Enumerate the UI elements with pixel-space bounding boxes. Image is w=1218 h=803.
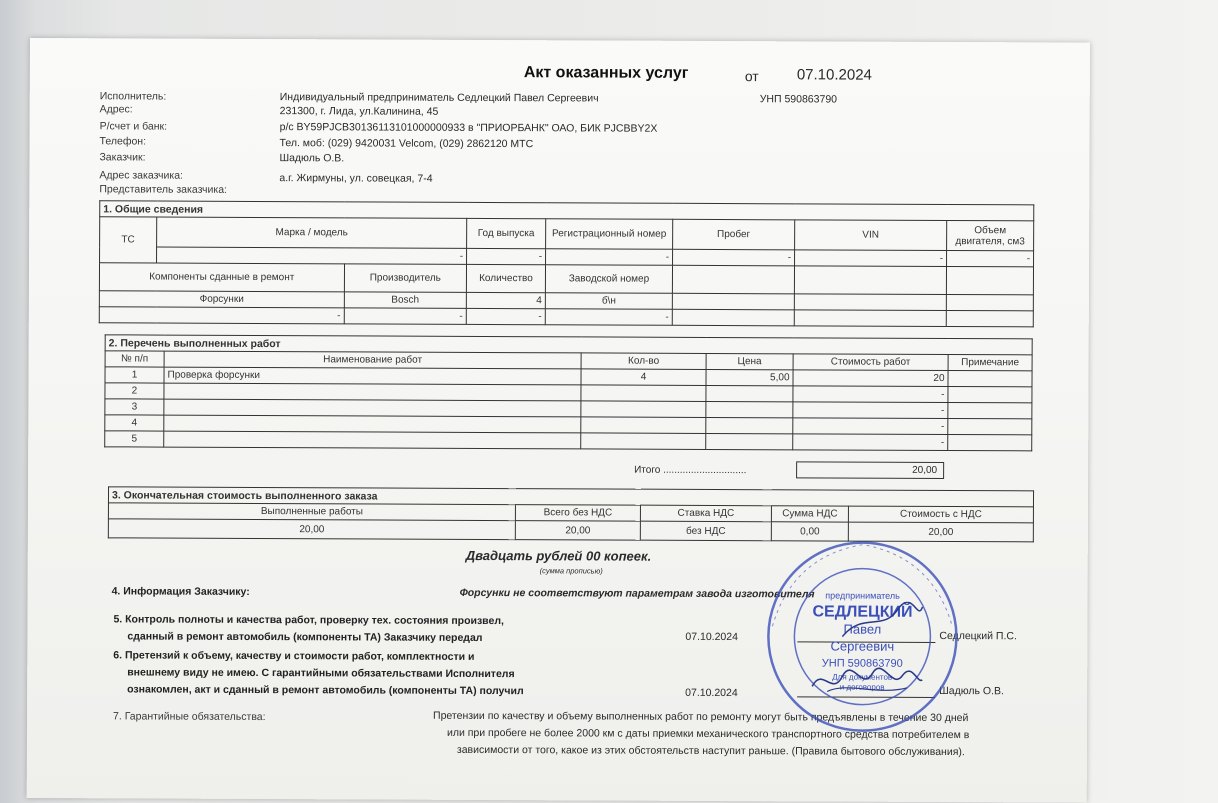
header-mileage: Пробег bbox=[673, 219, 795, 250]
row-number: 1 bbox=[105, 367, 164, 383]
section3-title: 3. Окончательная стоимость выполненного заказа bbox=[108, 487, 1033, 507]
seal-line: Для документов bbox=[832, 672, 893, 682]
info-value-executor: Индивидуальный предприниматель Седлецкий Павел Сергеевич bbox=[279, 91, 599, 105]
customer-info: Форсунки не соответствуют параметрам завода изготовителя bbox=[459, 586, 815, 601]
blank-cell bbox=[672, 265, 794, 294]
cell-brand: - bbox=[157, 247, 467, 264]
warranty-line2: или при пробеге не более 2000 км с даты приемки механического транспортного средства потребителем в bbox=[446, 726, 970, 742]
date-prefix: от bbox=[744, 68, 759, 85]
work-name: Проверка форсунки bbox=[164, 367, 581, 385]
total-label: Итого .............................. bbox=[634, 464, 747, 477]
cell-reg: - bbox=[546, 249, 673, 266]
header-total-no-vat: Всего без НДС bbox=[515, 505, 640, 522]
seal-line: СЕДЛЕЦКИЙ bbox=[812, 603, 913, 621]
blank-cell bbox=[794, 294, 946, 311]
section7-label: 7. Гарантийные обязательства: bbox=[113, 710, 266, 724]
section6-line3: ознакомлен, акт и сданный в ремонт автомобиль (компоненты ТА) получил bbox=[127, 683, 524, 698]
section5-date: 07.10.2024 bbox=[685, 630, 738, 644]
work-name bbox=[164, 415, 581, 433]
component-quantity: - bbox=[466, 308, 545, 324]
info-value-phone: Тел. моб: (029) 9420031 Velcom, (029) 2862120 МТС bbox=[279, 137, 534, 151]
header-vat-sum: Сумма НДС bbox=[771, 506, 848, 522]
value-works-done: 20,00 bbox=[108, 519, 515, 540]
work-price: 5,00 bbox=[706, 369, 793, 385]
work-qty bbox=[581, 401, 706, 418]
section5-name: Седлецкий П.С. bbox=[939, 629, 1017, 643]
executor-signature bbox=[837, 602, 927, 642]
header-vin: VIN bbox=[795, 220, 947, 251]
value-vat-sum: 0,00 bbox=[771, 522, 848, 541]
table-row bbox=[105, 431, 1032, 451]
section6-date: 07.10.2024 bbox=[685, 686, 738, 700]
work-note bbox=[948, 419, 1032, 435]
section5-line2: сданный в ремонт автомобиль (компоненты ТА) Заказчику передал bbox=[127, 630, 483, 644]
component-manufacturer: Bosch bbox=[344, 292, 466, 309]
row-number: 2 bbox=[105, 383, 164, 399]
document-title: Акт оказанных услуг bbox=[523, 64, 689, 82]
work-name bbox=[164, 383, 581, 401]
header-vat-rate: Ставка НДС bbox=[640, 505, 771, 522]
unp-number: УНП 590863790 bbox=[759, 93, 838, 106]
component-quantity: 4 bbox=[466, 292, 545, 308]
work-price bbox=[706, 401, 793, 417]
work-name bbox=[164, 399, 581, 417]
tc-cell: ТС bbox=[100, 217, 157, 263]
value-vat-rate: без НДС bbox=[640, 521, 771, 541]
seal-line: предприниматель bbox=[825, 590, 900, 601]
work-cost: - bbox=[793, 434, 948, 451]
info-label-phone: Телефон: bbox=[99, 135, 147, 148]
header-cost: Стоимость работ bbox=[793, 354, 948, 371]
work-cost: - bbox=[793, 418, 948, 435]
cell-engine: - bbox=[947, 251, 1034, 267]
header-year: Год выпуска bbox=[467, 218, 546, 248]
amount-in-words-caption: (сумма прописью) bbox=[539, 566, 603, 576]
component-manufacturer: - bbox=[344, 308, 466, 325]
header-qty: Кол-во bbox=[581, 353, 706, 370]
total-value: 20,00 bbox=[796, 461, 944, 479]
info-label-executor: Исполнитель: bbox=[99, 90, 167, 103]
info-label-representative: Представитель заказчика: bbox=[99, 183, 228, 196]
work-name bbox=[164, 431, 581, 449]
work-qty bbox=[581, 417, 706, 434]
blank-cell bbox=[946, 267, 1033, 295]
seal-line: и договоров bbox=[839, 682, 885, 692]
final-cost-table bbox=[108, 486, 1034, 542]
info-label-customer: Заказчик: bbox=[99, 151, 146, 164]
seal-line: Павел bbox=[843, 621, 882, 637]
info-value-address: 231300, г. Лида, ул.Калинина, 45 bbox=[279, 105, 439, 118]
component-serial: б\н bbox=[545, 293, 672, 310]
info-label-customer-address: Адрес заказчика: bbox=[99, 169, 183, 182]
header-brand-model: Марка / модель bbox=[157, 217, 467, 248]
work-price bbox=[706, 417, 793, 433]
row-number: 5 bbox=[105, 431, 164, 447]
header-manufacturer: Производитель bbox=[344, 264, 466, 293]
header-reg-number: Регистрационный номер bbox=[546, 219, 673, 250]
works-table bbox=[104, 334, 1032, 451]
section1-title: 1. Общие сведения bbox=[100, 201, 1034, 221]
work-note bbox=[948, 387, 1032, 403]
cell-year: - bbox=[467, 248, 546, 264]
general-info-table bbox=[99, 200, 1035, 327]
work-cost: 20 bbox=[793, 370, 948, 387]
work-price bbox=[706, 385, 793, 401]
work-qty bbox=[581, 385, 706, 402]
work-cost: - bbox=[793, 402, 948, 419]
header-price: Цена bbox=[706, 353, 793, 369]
work-cost: - bbox=[793, 386, 948, 403]
warranty-line1: Претензии по качеству и объему выполненных работ по ремонту могут быть предъявлены в течение 30 дней bbox=[433, 709, 969, 725]
value-total-no-vat: 20,00 bbox=[515, 521, 640, 541]
blank-cell bbox=[946, 311, 1033, 327]
info-label-account: Р/счет и банк: bbox=[99, 120, 168, 133]
section2-title: 2. Перечень выполненных работ bbox=[105, 335, 1032, 355]
component-name: Форсунки bbox=[99, 291, 344, 308]
work-price bbox=[706, 433, 793, 449]
header-row-number: № п/п bbox=[105, 351, 164, 367]
work-qty: 4 bbox=[581, 369, 706, 386]
info-label-address: Адрес: bbox=[99, 103, 133, 116]
blank-cell bbox=[794, 266, 946, 295]
section4-label: 4. Информация Заказчику: bbox=[111, 585, 250, 598]
section6-line1: 6. Претензий к объему, качеству и стоимости работ, комплектности и bbox=[113, 649, 475, 663]
warranty-line3: зависимости от того, какое из этих обстоятельств наступит раньше. (Правила бытового обслуживания). bbox=[456, 743, 965, 759]
seal-line: УНП 590863790 bbox=[821, 657, 903, 670]
customer-signature bbox=[807, 661, 927, 702]
work-note bbox=[948, 371, 1032, 387]
section6-line2: внешнему виду не имею. С гарантийными обязательствами Исполнителя bbox=[127, 666, 515, 681]
document-date: 07.10.2024 bbox=[796, 66, 872, 84]
header-note: Примечание bbox=[948, 355, 1032, 371]
work-qty bbox=[581, 433, 706, 450]
seal-line: Сергеевич bbox=[830, 638, 895, 654]
header-works-done: Выполненные работы bbox=[108, 503, 515, 521]
header-components: Компоненты сданные в ремонт bbox=[99, 263, 344, 292]
header-quantity: Количество bbox=[466, 264, 545, 292]
cell-mileage: - bbox=[673, 249, 795, 266]
component-name: - bbox=[99, 307, 344, 324]
component-serial: - bbox=[545, 309, 672, 326]
info-value-account: р/с BY59PJCB30136113101000000933 в "ПРИОРБАНК" ОАО, БИК PJCBBY2X bbox=[279, 121, 658, 135]
info-value-customer: Шадюль О.В. bbox=[279, 152, 345, 165]
header-work-name: Наименование работ bbox=[164, 351, 581, 369]
document-sheet bbox=[27, 38, 1090, 803]
blank-cell bbox=[672, 293, 794, 310]
info-value-customer-address: а.г. Жирмуны, ул. совецкая, 7-4 bbox=[279, 172, 433, 185]
row-number: 3 bbox=[105, 399, 164, 415]
work-note bbox=[948, 403, 1032, 419]
blank-cell bbox=[794, 310, 946, 327]
work-note bbox=[948, 435, 1032, 451]
header-engine-volume: Объем двигателя, см3 bbox=[947, 221, 1034, 251]
blank-cell bbox=[946, 295, 1033, 311]
blank-cell bbox=[672, 309, 794, 326]
header-serial: Заводской номер bbox=[545, 265, 672, 294]
section6-name: Шадюль О.В. bbox=[939, 684, 1004, 698]
amount-in-words: Двадцать рублей 00 копеек. bbox=[465, 547, 652, 564]
header-total-with-vat: Стоимость с НДС bbox=[848, 506, 1033, 523]
row-number: 4 bbox=[105, 415, 164, 431]
section5-line1: 5. Контроль полноты и качества работ, проверку тех. состояния произвел, bbox=[113, 613, 504, 628]
value-total-with-vat: 20,00 bbox=[848, 522, 1033, 542]
cell-vin: - bbox=[795, 250, 947, 267]
